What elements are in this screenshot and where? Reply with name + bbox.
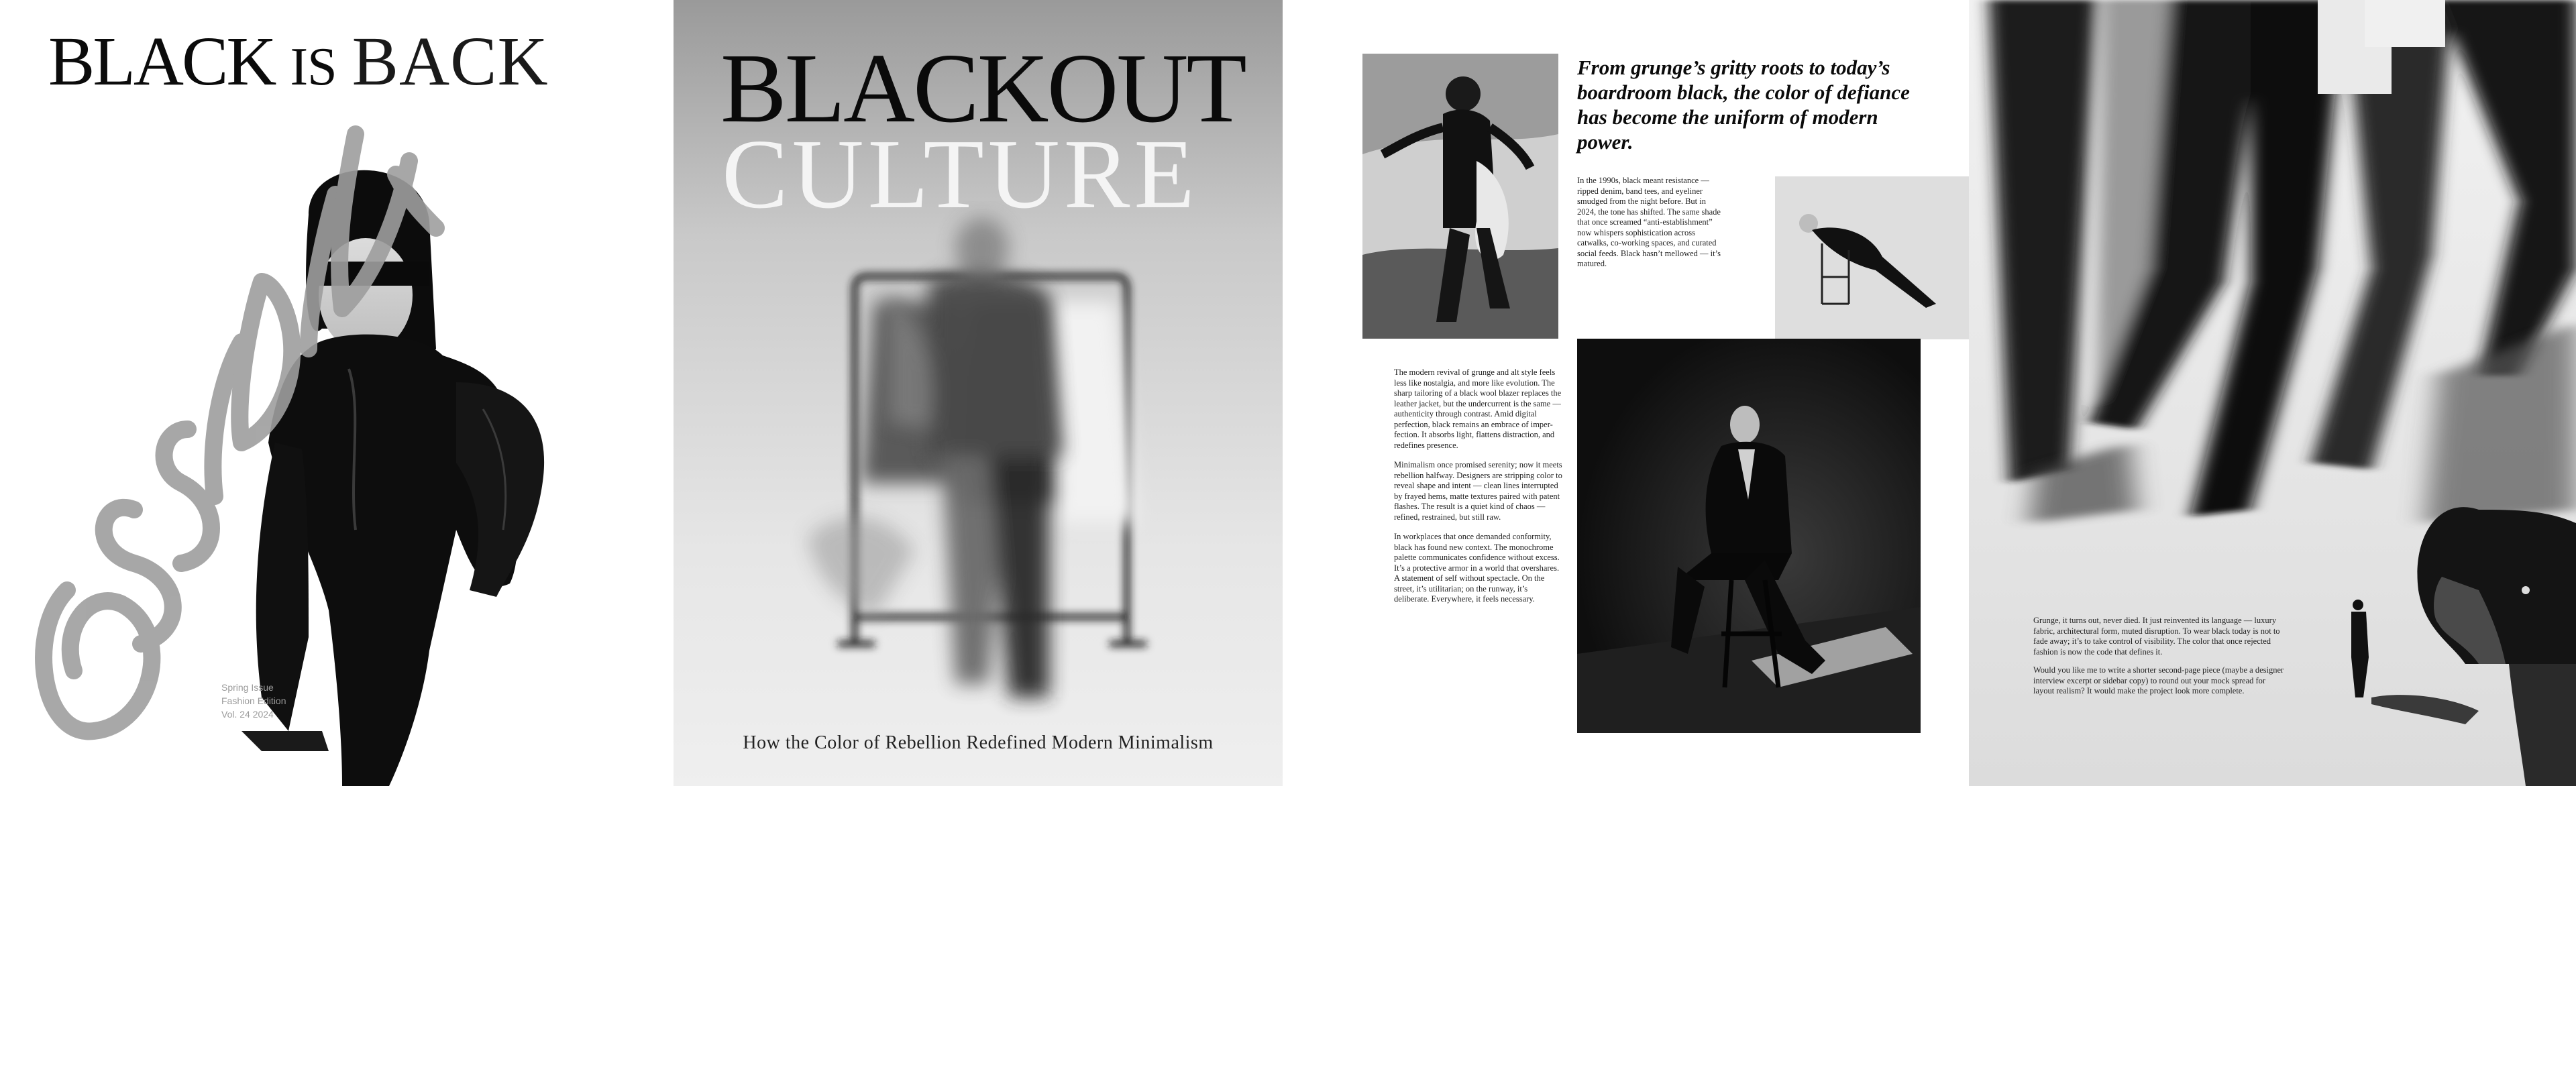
article-page-one [1347,0,1969,786]
feature-subtitle: How the Color of Rebellion Redefined Modern Minimalism [743,732,1214,753]
credit-line: Vol. 24 2024 [221,709,274,720]
feature-title-line1: BLACKOUT [720,34,1245,144]
article-page-two [1969,0,2576,786]
photo-vintage-performer [1362,54,1558,339]
closing-text [2033,616,2288,705]
masthead-word-back: BACK [352,23,549,100]
credit-line: Fashion Edition [221,695,286,706]
masthead-word-black: BLACK [48,23,275,100]
feature-title-line2: CULTURE [722,119,1199,229]
body-paragraph: Would you like me to write a shorter second-page piece (maybe a designer interview excerpt or sidebar copy) to round out your mock spread for layout realism? It would make the project look more complete. [2033,665,2284,695]
intro-paragraph: In the 1990s, black meant resistance — ripped denim, band tees, and eyeliner smudged from the night before. But in 2024, the tone has shifted. The same shade that once screamed “anti-establishment” now whispers sophistication across catwalks, co-working spaces, and curated social feeds. Black hasn’t mellowed — it’s matured. [1577,176,1721,268]
masthead-title [48,23,549,100]
article-body-column [1394,368,1563,614]
pull-quote: From grunge’s gritty roots to today’s boardroom black, the color of defiance has become the uniform of modern power. [1577,56,1910,154]
cover-credits [221,681,286,721]
credit-line: Spring Issue [221,682,274,693]
photo-model-on-stool [1577,339,1921,733]
body-paragraph: In workplaces that once demanded conformity, black has found new context. The monochrome palette communicates confidence without excess. It’s a protective armor in a world that overshares. A statement of self without spectacle. On the street, it’s utilitarian; on the runway, it’s deliberate. Everywhere, it feels necessary. [1394,532,1560,604]
masthead-word-is: IS [290,38,337,97]
body-paragraph: The modern revival of grunge and alt style feels less like nostalgia, and more like evolution. The sharp tailoring of a black wool blazer replaces the leather jacket, but the undercurrent is the same — authenticity through contrast. Amid digital perfection, black remains an embrace of imper-fection. It absorbs light, flattens distraction, and redefines presence. [1394,368,1562,450]
obsidian-script-lettering [20,27,449,771]
body-paragraph: Grunge, it turns out, never died. It just reinvented its language — luxury fabric, architectural form, muted disruption. To wear black today is not to fade away; it’s to take control of visibility. The color that once rejected fashion is now the code that defines it. [2033,616,2280,657]
blurred-clothing-rack-photo [674,201,1283,738]
body-paragraph: Minimalism once promised serenity; now it meets rebellion halfway. Designers are stripping color to reveal shape and intent — clean lines interrupted by frayed hems, matte textures paired with patent flashes. The result is a quiet kind of chaos — refined, restrained, but still raw. [1394,460,1562,522]
feature-title-page [674,0,1283,786]
cover-page-obsidian [0,0,604,786]
photo-model-on-chair [1775,176,1969,339]
